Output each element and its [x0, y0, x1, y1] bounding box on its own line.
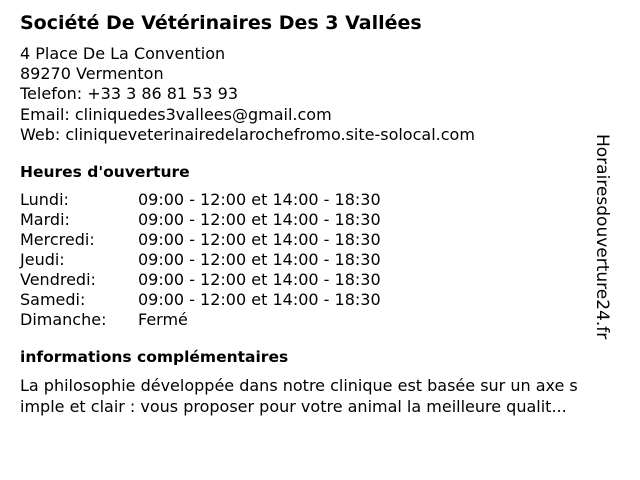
hours-row-friday: [20, 270, 620, 290]
hours-day: Jeudi:: [20, 250, 65, 270]
opening-hours-table: [20, 190, 620, 330]
additional-info-heading: informations complémentaires: [20, 348, 289, 367]
hours-row-wednesday: [20, 230, 620, 250]
opening-hours-heading: Heures d'ouverture: [20, 163, 190, 182]
hours-row-saturday: [20, 290, 620, 310]
hours-day: Lundi:: [20, 190, 69, 210]
additional-info-line-1: La philosophie développée dans notre clinique est basée sur un axe s: [20, 376, 578, 396]
hours-row-tuesday: [20, 210, 620, 230]
hours-day: Dimanche:: [20, 310, 107, 330]
phone: Telefon: +33 3 86 81 53 93: [20, 84, 239, 104]
hours-time: 09:00 - 12:00 et 14:00 - 18:30: [138, 190, 381, 210]
hours-row-monday: [20, 190, 620, 210]
business-name: Société De Vétérinaires Des 3 Vallées: [20, 12, 422, 34]
additional-info-line-2: imple et clair : vous proposer pour votre animal la meilleure qualit...: [20, 397, 567, 417]
hours-row-thursday: [20, 250, 620, 270]
business-card: [20, 10, 620, 417]
hours-time: 09:00 - 12:00 et 14:00 - 18:30: [138, 210, 381, 230]
hours-time: 09:00 - 12:00 et 14:00 - 18:30: [138, 290, 381, 310]
address-line-2: 89270 Vermenton: [20, 64, 164, 84]
hours-row-sunday: [20, 310, 620, 330]
hours-day: Mardi:: [20, 210, 70, 230]
hours-day: Mercredi:: [20, 230, 95, 250]
email: Email: cliniquedes3vallees@gmail.com: [20, 104, 332, 124]
address-line-1: 4 Place De La Convention: [20, 44, 226, 63]
site-watermark: Horairesdouverture24.fr: [592, 134, 612, 340]
hours-time: Fermé: [138, 310, 188, 330]
hours-time: 09:00 - 12:00 et 14:00 - 18:30: [138, 230, 381, 250]
hours-time: 09:00 - 12:00 et 14:00 - 18:30: [138, 270, 381, 290]
hours-time: 09:00 - 12:00 et 14:00 - 18:30: [138, 250, 381, 270]
hours-day: Vendredi:: [20, 270, 96, 290]
website: Web: cliniqueveterinairedelarochefromo.site-solocal.com: [20, 124, 475, 144]
hours-day: Samedi:: [20, 290, 86, 310]
